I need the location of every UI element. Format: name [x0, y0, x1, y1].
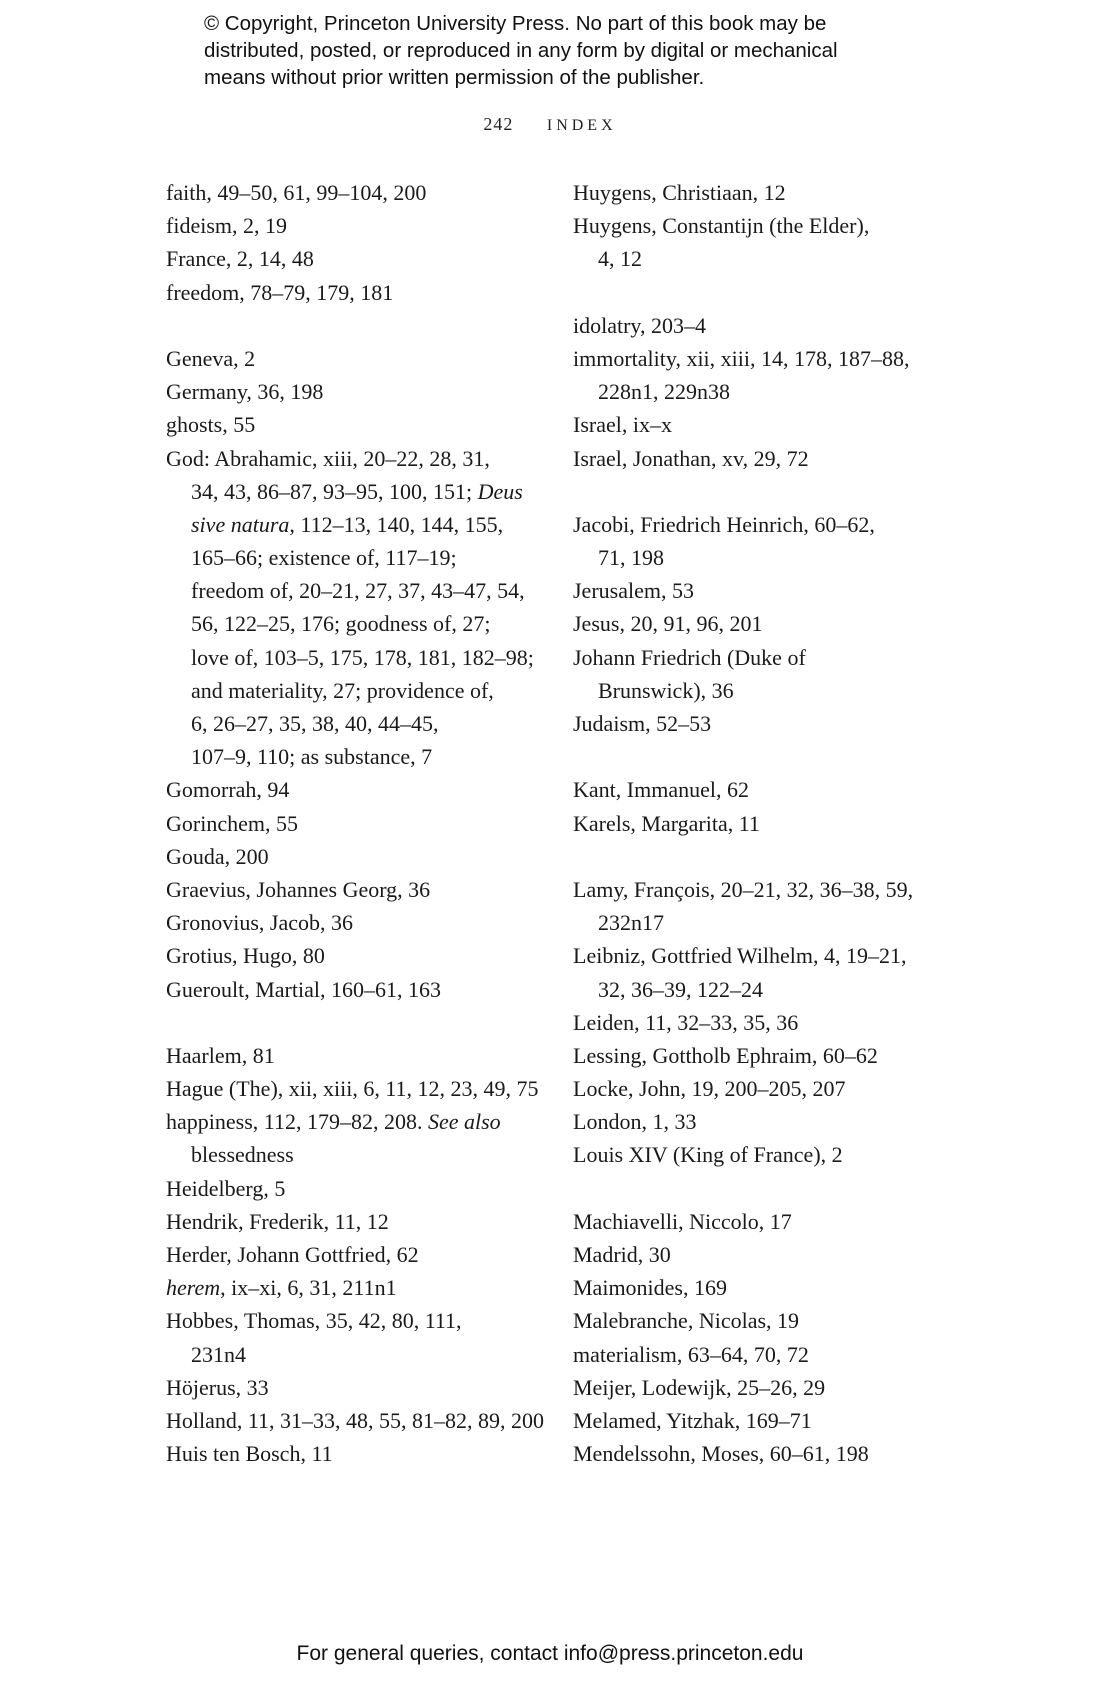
index-entry-continuation: freedom of, 20–21, 27, 37, 43–47, 54, — [191, 578, 525, 604]
index-column-left — [166, 176, 546, 1470]
index-entry: faith, 49–50, 61, 99–104, 200 — [166, 180, 427, 205]
index-entry: Geneva, 2 — [166, 345, 256, 371]
index-entry: Grotius, Hugo, 80 — [166, 943, 325, 969]
index-entry-continuation: and materiality, 27; providence of, — [191, 677, 494, 703]
index-entry: Maimonides, 169 — [573, 1275, 727, 1301]
index-entry: Hague (The), xii, xiii, 6, 11, 12, 23, 49, 75 — [166, 1076, 539, 1102]
index-entry-continuation: 232n17 — [598, 910, 664, 936]
section-gap — [166, 309, 546, 342]
running-head — [0, 114, 1100, 135]
index-entry: Gouda, 200 — [166, 843, 269, 869]
index-entry: Haarlem, 81 — [166, 1042, 275, 1068]
index-entry: Melamed, Yitzhak, 169–71 — [573, 1407, 812, 1433]
index-entry: Meijer, Lodewijk, 25–26, 29 — [573, 1374, 826, 1400]
index-entry: ghosts, 55 — [166, 412, 256, 438]
index-entry: Huis ten Bosch, 11 — [166, 1441, 333, 1467]
section-gap — [573, 1172, 963, 1205]
index-entry: Judaism, 52–53 — [573, 711, 712, 736]
index-entry: Louis XIV (King of France), 2 — [573, 1142, 843, 1168]
index-entry-continuation: 56, 122–25, 176; goodness of, 27; — [191, 611, 491, 637]
index-entry-continuation: sive natura, 112–13, 140, 144, 155, — [191, 511, 504, 537]
index-entry-continuation: love of, 103–5, 175, 178, 181, 182–98; — [191, 644, 534, 670]
page-number: 242 — [483, 114, 514, 134]
index-entry: Heidelberg, 5 — [166, 1175, 286, 1201]
index-entry: God: Abrahamic, xiii, 20–22, 28, 31, — [166, 445, 490, 471]
index-entry: Locke, John, 19, 200–205, 207 — [573, 1076, 846, 1102]
index-entry: Jesus, 20, 91, 96, 201 — [573, 611, 763, 637]
index-entry-continuation: Brunswick), 36 — [598, 677, 734, 703]
index-entry: Huygens, Constantijn (the Elder), — [573, 213, 870, 239]
index-entry: immortality, xii, xiii, 14, 178, 187–88, — [573, 345, 910, 371]
copyright-line: © Copyright, Princeton University Press. No part of this book may be — [204, 12, 827, 35]
index-entry: Graevius, Johannes Georg, 36 — [166, 876, 431, 902]
index-entry-continuation: 165–66; existence of, 117–19; — [191, 545, 457, 571]
copyright-notice — [204, 10, 924, 91]
index-entry: Jacobi, Friedrich Heinrich, 60–62, — [573, 511, 875, 537]
index-entry: Gueroult, Martial, 160–61, 163 — [166, 976, 441, 1002]
index-entry: Mendelssohn, Moses, 60–61, 198 — [573, 1441, 869, 1467]
index-entry: Leibniz, Gottfried Wilhelm, 4, 19–21, — [573, 943, 907, 969]
section-gap — [573, 840, 963, 873]
copyright-line: distributed, posted, or reproduced in any form by digital or mechanical — [204, 39, 838, 62]
index-entry: Lamy, François, 20–21, 32, 36–38, 59, — [573, 876, 914, 902]
index-entry: London, 1, 33 — [573, 1109, 697, 1135]
section-gap — [166, 1006, 546, 1039]
index-entry: Leiden, 11, 32–33, 35, 36 — [573, 1009, 799, 1035]
index-column-right — [573, 176, 963, 1470]
index-entry: Hendrik, Frederik, 11, 12 — [166, 1208, 389, 1234]
index-entry: happiness, 112, 179–82, 208. See also — [166, 1109, 501, 1135]
index-entry: freedom, 78–79, 179, 181 — [166, 279, 394, 305]
index-entry: fideism, 2, 19 — [166, 213, 287, 239]
index-entry: Lessing, Gottholb Ephraim, 60–62 — [573, 1042, 878, 1068]
index-entry: Hobbes, Thomas, 35, 42, 80, 111, — [166, 1308, 462, 1334]
index-entry-continuation: 231n4 — [191, 1341, 246, 1367]
index-entry: Machiavelli, Niccolo, 17 — [573, 1208, 792, 1234]
section-title: INDEX — [546, 117, 617, 134]
index-entry: Germany, 36, 198 — [166, 379, 324, 405]
index-entry: Huygens, Christiaan, 12 — [573, 180, 786, 205]
index-entry: Gronovius, Jacob, 36 — [166, 910, 353, 936]
index-entry: Höjerus, 33 — [166, 1374, 269, 1400]
index-entry: Johann Friedrich (Duke of — [573, 644, 806, 670]
index-entry-continuation: 34, 43, 86–87, 93–95, 100, 151; Deus — [191, 478, 523, 504]
index-entry: Israel, Jonathan, xv, 29, 72 — [573, 445, 809, 471]
index-entry: Kant, Immanuel, 62 — [573, 777, 749, 803]
copyright-line: means without prior written permission of the publisher. — [204, 66, 705, 89]
section-gap — [573, 740, 963, 773]
index-entry: Gorinchem, 55 — [166, 810, 298, 836]
index-entry-continuation: 107–9, 110; as substance, 7 — [191, 744, 433, 770]
index-entry-continuation: 32, 36–39, 122–24 — [598, 976, 763, 1002]
index-entry: idolatry, 203–4 — [573, 312, 706, 338]
index-entry: Madrid, 30 — [573, 1242, 671, 1267]
index-entry: Herder, Johann Gottfried, 62 — [166, 1242, 419, 1267]
section-gap — [573, 276, 963, 309]
index-entry-continuation: 228n1, 229n38 — [598, 379, 730, 405]
index-entry: France, 2, 14, 48 — [166, 246, 314, 272]
index-entry: Malebranche, Nicolas, 19 — [573, 1308, 800, 1334]
index-entry: materialism, 63–64, 70, 72 — [573, 1341, 809, 1367]
index-entry-continuation: 6, 26–27, 35, 38, 40, 44–45, — [191, 711, 439, 736]
index-entry-continuation: 71, 198 — [598, 545, 664, 571]
footer-contact: For general queries, contact info@press.princeton.edu — [296, 1642, 804, 1665]
index-entry: Jerusalem, 53 — [573, 578, 694, 604]
index-entry: herem, ix–xi, 6, 31, 211n1 — [166, 1275, 397, 1301]
index-entry: Holland, 11, 31–33, 48, 55, 81–82, 89, 200 — [166, 1407, 545, 1433]
index-entry: Israel, ix–x — [573, 412, 672, 438]
index-entry-continuation: blessedness — [191, 1142, 294, 1168]
index-entry: Karels, Margarita, 11 — [573, 810, 760, 836]
index-entry: Gomorrah, 94 — [166, 777, 290, 803]
index-entry-continuation: 4, 12 — [598, 246, 642, 272]
section-gap — [573, 475, 963, 508]
